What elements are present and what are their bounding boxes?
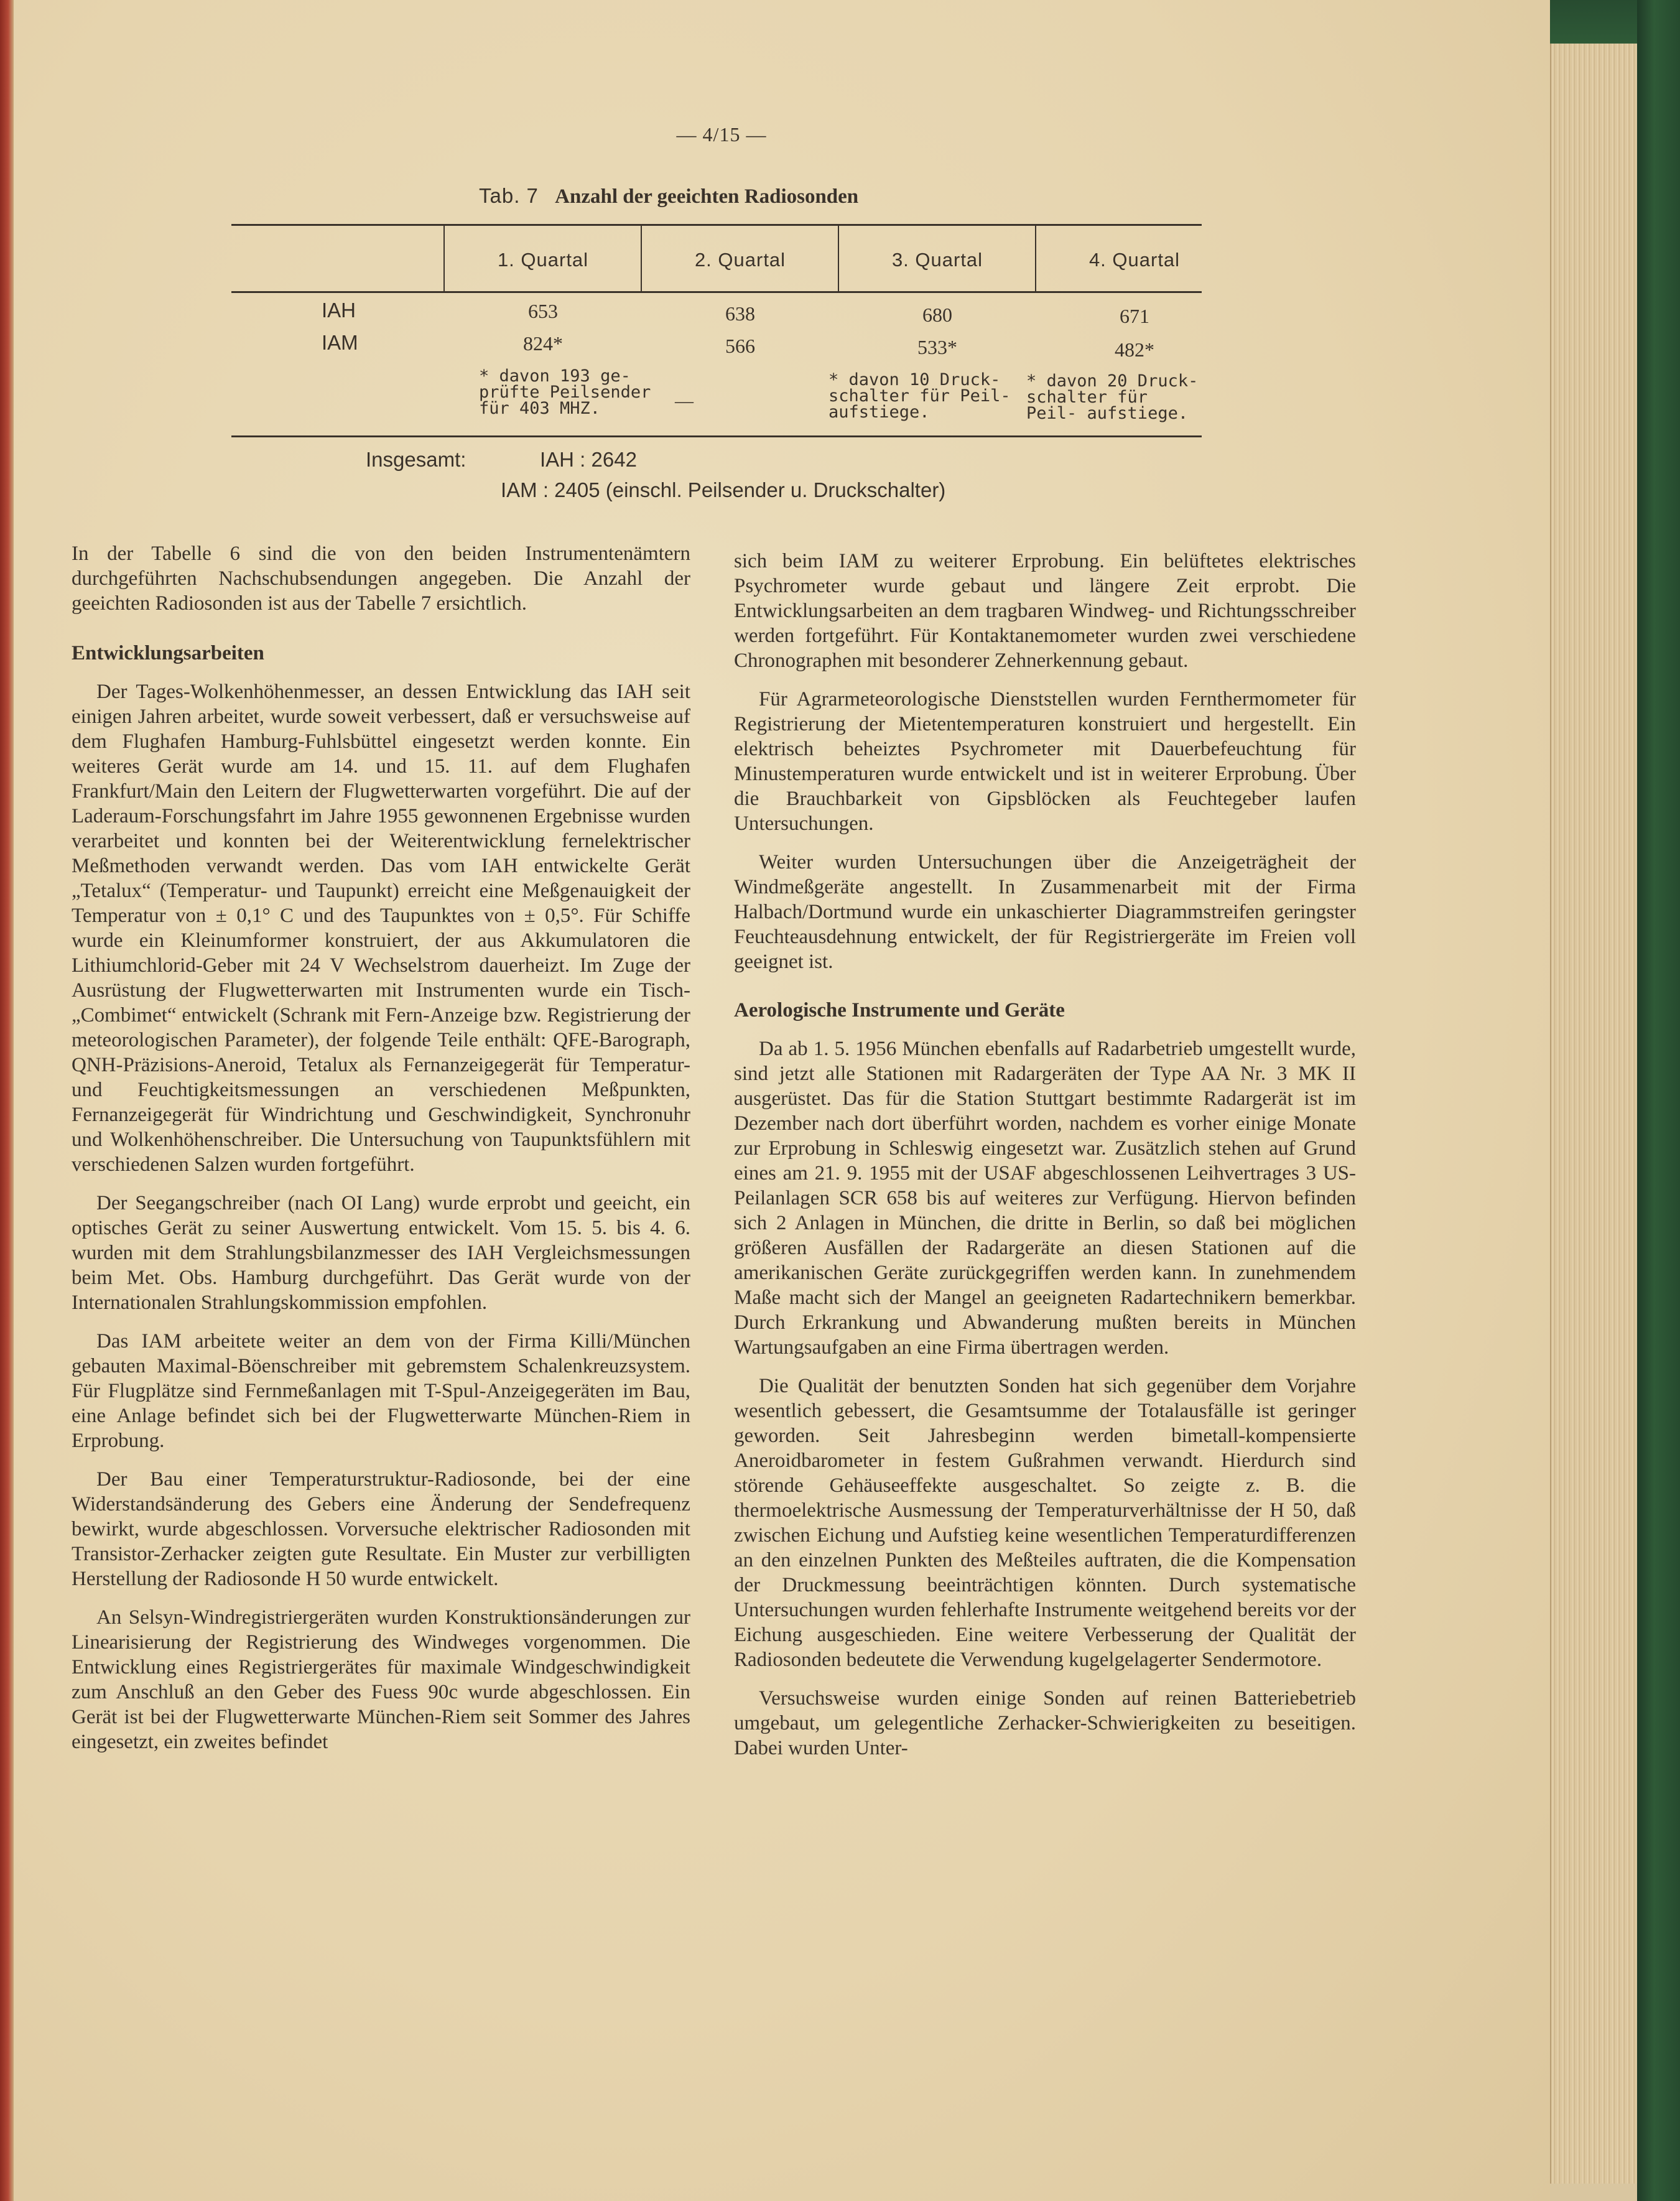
intro-paragraph: In der Tabelle 6 sind die von den beiden Instrumentenämtern durchgeführten Nachschubsendungen angegeben. Die Anzahl der geeichten Radiosonden ist aus der Tabelle 7 ersichtlich. — [72, 542, 690, 615]
table-header-q2: 2. Quartal — [694, 249, 786, 271]
table-cell: 533* — [917, 336, 957, 358]
table-number: Tab. 7 — [479, 184, 539, 207]
body-paragraph: Das IAM arbeitete weiter an dem von der Firma Killi/München gebauten Maximal-Böenschreiber mit gebremstem Schalenkreuzsystem. Für Flugplätze sind Fernmeßanlagen mit T-Spul-Anzeigegeräten im Bau, eine Anlage befindet sich bei der Flugwetterwarte München-Riem in Erprobung. — [72, 1330, 690, 1452]
table-cell: 680 — [922, 304, 952, 326]
table-note: * davon 20 Druck- schalter für Peil- aufstiege. — [1026, 371, 1199, 423]
table-note-dash: — — [675, 391, 694, 411]
table-note: * davon 193 ge- prüfte Peilsender für 403 MHZ. — [479, 366, 651, 418]
page-number: — 4/15 — — [676, 123, 767, 146]
table-row-label: IAH — [322, 299, 356, 322]
table-header-q1: 1. Quartal — [497, 249, 589, 271]
table-cell: 566 — [725, 335, 755, 357]
right-column — [734, 549, 1356, 1774]
total-iah: IAH : 2642 — [540, 448, 637, 471]
body-paragraph: sich beim IAM zu weiterer Erprobung. Ein belüftetes elektrisches Psychrometer wurde gebaut und längere Zeit erprobt. Die Entwicklungsarbeiten an dem tragbaren Windweg- und Richtungsschreiber werden fortgeführt. Für Kontaktanemometer wurden zwei verschiedene Chronographen mit besonderer Zehnerkennung gebaut. — [734, 550, 1356, 672]
body-paragraph: Da ab 1. 5. 1956 München ebenfalls auf Radarbetrieb umgestellt wurde, sind jetzt alle Stationen mit Radargeräten der Type AA Nr. 3 MK II ausgerüstet. Das für die Station Stuttgart bestimmte Radargerät ist im Dezember nach dort überführt worden, nachdem es vorher einige Monate zur Erprobung in Schleswig eingesetzt war. Zusätzlich stehen auf Grund eines am 21. 9. 1955 mit der USAF abgeschlossenen Leihvertrages 3 US-Peilanlagen SCR 658 bis auf weiteres zur Verfügung. Hiervon befinden sich 2 Anlagen in München, die dritte in Berlin, so daß bei möglichen größeren Ausfällen der Radargeräte an diesen Stationen auf die amerikanischen Geräte zurückgegriffen werden kann. In zunehmendem Maße macht sich der Mangel an geeigneten Radartechnikern bemerkbar. Durch Erkrankung und Abwanderung mußten bereits in München Wartungsaufgaben an eine Firma übertragen werden. — [734, 1038, 1356, 1359]
table-top-rule — [231, 224, 1202, 226]
total-iam: IAM : 2405 (einschl. Peilsender u. Druckschalter) — [501, 478, 946, 501]
table-cell: 653 — [528, 300, 558, 322]
table-note: * davon 10 Druck- schalter für Peil- aufstiege. — [828, 370, 1011, 422]
body-paragraph: Der Seegangschreiber (nach OI Lang) wurde erprobt und geeicht, ein optisches Gerät zu seiner Auswertung entwickelt. Vom 15. 5. bis 4. 6. wurden mit dem Strahlungsbilanzmesser des IAH Vergleichsmessungen beim Met. Obs. Hamburg durchgeführt. Das Gerät wurde von der Internationalen Strahlungskommission empfohlen. — [72, 1192, 690, 1314]
table-cell: 671 — [1120, 305, 1149, 327]
table-title-text: Anzahl der geeichten Radiosonden — [555, 185, 859, 208]
table-cell: 482* — [1115, 338, 1154, 361]
table-cell: 824* — [523, 332, 563, 355]
body-paragraph: Die Qualität der benutzten Sonden hat sich gegenüber dem Vorjahre wesentlich gebessert, die Gesamtsumme der Totalausfälle ist geringer geworden. Seit Jahresbeginn werden bimetall-kompensierte Aneroidbarometer in festem Gußrahmen verwandt. Hierdurch sind störende Gehäuseeffekte ausgeschaltet. So zeigte z. B. die thermoelektrische Ausmessung der Temperaturverhältnisse der H 50, daß zwischen Eichung und Aufstieg keine wesentlichen Temperaturdifferenzen an den einzelnen Punkten des Meßteiles auftraten, die die Kompensation der Druckmessung beeinträchtigen könnten. Durch systematische Untersuchungen wurden fehlerhafte Instrumente weitgehend bereits vor der Eichung ausgeschieden. Eine weitere Verbesserung der Qualität der Radiosonden bedeutete die Verwendung kugelgelagerter Sendermotore. — [734, 1375, 1356, 1671]
section-heading: Entwicklungsarbeiten — [72, 642, 264, 664]
body-paragraph: Versuchsweise wurden einige Sonden auf reinen Batteriebetrieb umgebaut, um gelegentliche Zerhacker-Schwierigkeiten zu beseitigen. Dabei wurden Unter- — [734, 1687, 1356, 1759]
table-header-q4: 4. Quartal — [1088, 249, 1181, 271]
body-paragraph: An Selsyn-Windregistriergeräten wurden Konstruktionsänderungen zur Linearisierung der Registrierung des Windweges vorgenommen. Die Entwicklung eines Registriergerätes für maximale Windgeschwindigkeit zum Anschluß an den Geber des Fuess 90c wurde abgeschlossen. Ein Gerät ist bei der Flugwetterwarte München-Riem seit Sommer des Jahres eingesetzt, ein zweites befindet — [72, 1606, 690, 1753]
table-row-label: IAM — [322, 331, 358, 354]
book-cover-right — [1637, 0, 1680, 2201]
table-title — [479, 184, 858, 208]
body-paragraph: Für Agrarmeteorologische Dienststellen wurden Fernthermometer für Registrierung der Mietentemperaturen konstruiert und hergestellt. Ein elektrisch beheiztes Psychrometer mit Dauerbefeuchtung für Minustemperaturen wurde entwickelt und ist in weiterer Erprobung. Über die Brauchbarkeit von Gipsblöcken als Feuchtegeber laufen Untersuchungen. — [734, 688, 1356, 835]
body-paragraph: Der Bau einer Temperaturstruktur-Radiosonde, bei der eine Widerstandsänderung des Gebers eine Änderung der Sendefrequenz bewirkt, wurde abgeschlossen. Vorversuche elektrischer Radiosonden mit Transistor-Zerhacker zeigten gute Resultate. Ein Muster zur verbilligten Herstellung der Radiosonde H 50 wurde entwickelt. — [72, 1468, 690, 1590]
table-header-rule — [231, 291, 1202, 293]
body-paragraph: Weiter wurden Untersuchungen über die Anzeigeträgheit der Windmeßgeräte angestellt. In Zusammenarbeit mit der Firma Halbach/Dortmund wurde ein unkaschierter Diagrammstreifen geringster Feuchteausdehnung entwickelt, der für Registriergeräte im Freien voll geeignet ist. — [734, 851, 1356, 973]
total-label: Insgesamt: — [366, 448, 466, 471]
section-heading: Aerologische Instrumente und Geräte — [734, 999, 1065, 1021]
left-column — [72, 541, 690, 1768]
table-header-q3: 3. Quartal — [891, 249, 983, 271]
table-cell: 638 — [725, 302, 755, 325]
table-bottom-rule — [231, 435, 1202, 437]
book-binding-left — [0, 0, 14, 2201]
page-block-edge — [1550, 44, 1638, 2184]
body-paragraph: Der Tages-Wolkenhöhenmesser, an dessen Entwicklung das IAH seit einigen Jahren arbeitet, wurde soweit verbessert, daß er versuchsweise auf dem Flughafen Hamburg-Fuhlsbüttel eingesetzt werden konnte. Ein weiteres Gerät wurde am 14. und 15. 11. auf dem Flughafen Frankfurt/Main den Leitern der Flugwetterwarten vorgeführt. Die auf der Laderaum-Forschungsfahrt im Jahre 1955 gewonnenen Ergebnisse wurden verarbeitet und konnten bei der Weiterentwicklung fernelektrischer Meßmethoden verwandt werden. Das vom IAH entwickelte Gerät „Tetalux“ (Temperatur- und Taupunkt) erreicht eine Meßgenauigkeit der Temperatur von ± 0,1° C und des Taupunktes von ± 0,5°. Für Schiffe wurde ein Kleinumformer konstruiert, der aus Akkumulatoren die Lithiumchlorid-Geber mit 24 V Wechselstrom dauerheizt. Im Zuge der Ausrüstung der Flugwetterwarten mit Instrumenten wurde ein Tisch-„Combimet“ entwickelt (Schrank mit Fern-Anzeige bzw. Registrierung der meteorologischen Parameter), der folgende Teile enthält: QFE-Barograph, QNH-Präzisions-Aneroid, Tetalux als Fernanzeigegerät für Temperatur- und Feuchtigkeitsmessungen an verschiedenen Meßpunkten, Fernanzeigegerät für Windrichtung und Geschwindigkeit, Synchronuhr und Wolkenhöhenschreiber. Die Untersuchung von Taupunktsfühlern mit verschiedenen Salzen wurden fortgeführt. — [72, 681, 690, 1176]
